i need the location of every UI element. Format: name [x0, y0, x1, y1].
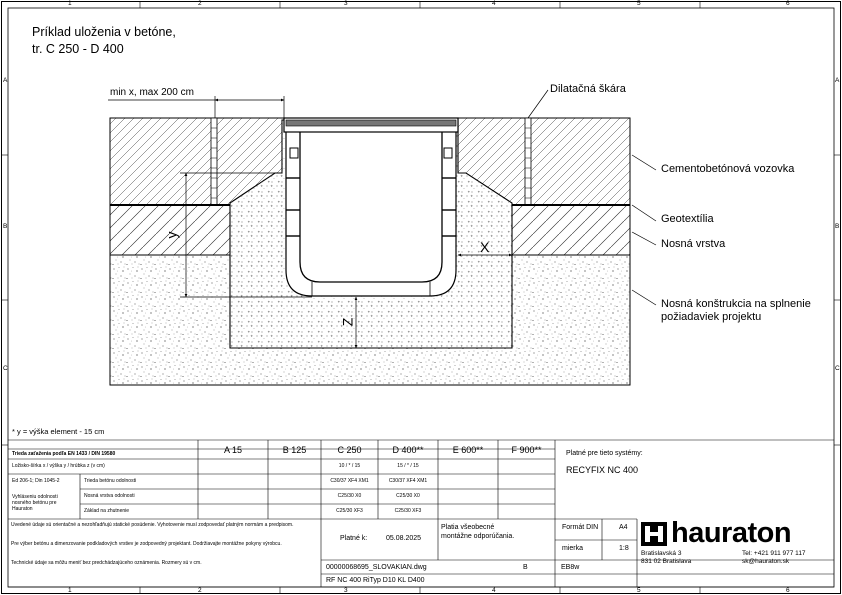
col-number-3: 3	[344, 0, 348, 7]
col-number-4: 4	[492, 0, 496, 7]
format-label: Formát DIN	[562, 524, 599, 531]
footnote: * y = výška element - 15 cm	[12, 427, 105, 436]
col-number-1: 1	[68, 0, 72, 7]
scale-label: mierka	[562, 545, 584, 552]
row-label-concrete-class: Trieda betónu odolnosti	[84, 478, 137, 484]
valid-systems-label: Platné pre tieto systémy:	[566, 450, 643, 457]
d400-dimensions: 15 / * / 15	[397, 463, 419, 469]
hauraton-logo-mark	[641, 522, 667, 546]
callout-concrete-pavement: Cementobetónová vozovka	[661, 163, 795, 175]
company-email: sk@hauraton.sk	[742, 558, 790, 565]
callout-geotextile: Geotextília	[661, 213, 714, 225]
col-number-5: 5	[637, 0, 641, 7]
dimension-y-label: y	[163, 231, 180, 239]
drawing-title: Príklad uloženia v betóne,	[32, 25, 176, 39]
class-c250: C 250	[337, 445, 362, 455]
expansion-joint-left	[211, 118, 217, 205]
col-number-2-bottom: 2	[198, 587, 202, 594]
row-letter-b: B	[3, 223, 8, 230]
company-street: Bratislavská 3	[641, 550, 682, 557]
col-number-1-bottom: 1	[68, 587, 72, 594]
d400-base-layer: C25/30 X0	[396, 493, 420, 499]
side-label-declaration: Vyhláseniu odolnosti nosného betónu pre Hauraton	[12, 494, 58, 512]
row-letter-c: C	[3, 365, 8, 372]
c250-concrete-class: C30/37 XF4 XM1	[330, 478, 369, 484]
drawing-subtitle: tr. C 250 - D 400	[32, 42, 124, 56]
d400-concrete-class: C30/37 XF4 XM1	[388, 478, 428, 484]
callout-subbase-line1: Nosná konštrukcia na splnenie	[661, 298, 811, 310]
issue-date: 05.08.2025	[386, 535, 422, 542]
dimension-min-x-label: min x, max 200 cm	[110, 87, 194, 98]
row-label-foundation: Základ na zhutnenie	[84, 508, 130, 514]
col-number-3-bottom: 3	[344, 587, 348, 594]
side-label-standard: Ed 206-1; Din 1045-2	[12, 478, 60, 484]
load-class-header: Trieda zaťaženia podľa EN 1433 / DIN 19580	[12, 451, 116, 457]
col-number-5-bottom: 5	[637, 587, 641, 594]
issue-date-label: Platné k:	[340, 535, 368, 542]
company-city: 831 02 Bratislava	[641, 558, 692, 565]
col-number-6: 6	[786, 0, 790, 7]
row-letter-c-right: C	[835, 365, 840, 372]
class-e600: E 600**	[452, 445, 484, 455]
issue-remark-line1: Platia všeobecné	[441, 524, 495, 531]
format-value: A4	[619, 524, 628, 531]
company-brand: hauraton	[671, 517, 792, 549]
drawing-code: RF NC 400 RiTyp D10 KL D400	[326, 577, 425, 584]
class-d400: D 400**	[392, 445, 424, 455]
class-a15: A 15	[223, 445, 243, 455]
dimension-x-label: X	[480, 239, 490, 255]
issue-remark-line2: montážne odporúčania.	[441, 533, 515, 540]
row-letter-a: A	[3, 77, 8, 84]
callout-base-layer: Nosná vrstva	[661, 238, 726, 250]
d400-foundation: C25/30 XF3	[394, 508, 422, 514]
col-number-4-bottom: 4	[492, 587, 496, 594]
row-letter-a-right: A	[835, 77, 840, 84]
row-label-dimensions: Ložisko-šírka x / výška y / hrúbka z (v cm)	[12, 463, 105, 469]
callout-expansion-joint: Dilatačná škára	[550, 83, 626, 95]
callout-subbase-line2: požiadaviek projektu	[661, 311, 762, 323]
notes-b: Pre výber betónu a dimenzovanie podkladových vrstiev je zodpovedný projektant. Dodržiavajte montážne pokyny výrobcu.	[11, 541, 282, 547]
class-f900: F 900**	[511, 445, 542, 455]
c250-dimensions: 10 / * / 15	[338, 463, 361, 469]
notes-c: Technické údaje sa môžu meniť bez predchádzajúceho oznámenia. Rozmery sú v cm.	[11, 560, 202, 566]
company-phone: Tel: +421 911 977 117	[742, 550, 806, 557]
drawing-filename: 00000068695_SLOVAKIAN.dwg	[326, 564, 427, 571]
scale-value: 1:8	[619, 545, 629, 552]
row-label-base-layer: Nosná vrstva odolnosti	[84, 493, 135, 499]
c250-foundation: C25/30 XF3	[336, 508, 363, 514]
col-number-2: 2	[198, 0, 202, 7]
dimension-z-label: Z	[339, 317, 356, 327]
notes-a: Uvedené údaje sú orientačné a nezohľadňujú statické posúdenie. Vyhotovenie musí zodpovedať platným normám a predpisom.	[11, 522, 294, 528]
dimension-min-x	[108, 96, 284, 118]
row-letter-b-right: B	[835, 223, 840, 230]
expansion-joint-right	[525, 118, 531, 205]
drawing-revision: B	[523, 564, 528, 571]
drawing-sheet-code: EB8w	[561, 564, 580, 571]
class-b125: B 125	[282, 445, 307, 455]
c250-base-layer: C25/30 X0	[337, 493, 362, 499]
col-number-6-bottom: 6	[786, 587, 790, 594]
channel-body	[286, 120, 456, 296]
valid-systems-value: RECYFIX NC 400	[566, 465, 639, 475]
